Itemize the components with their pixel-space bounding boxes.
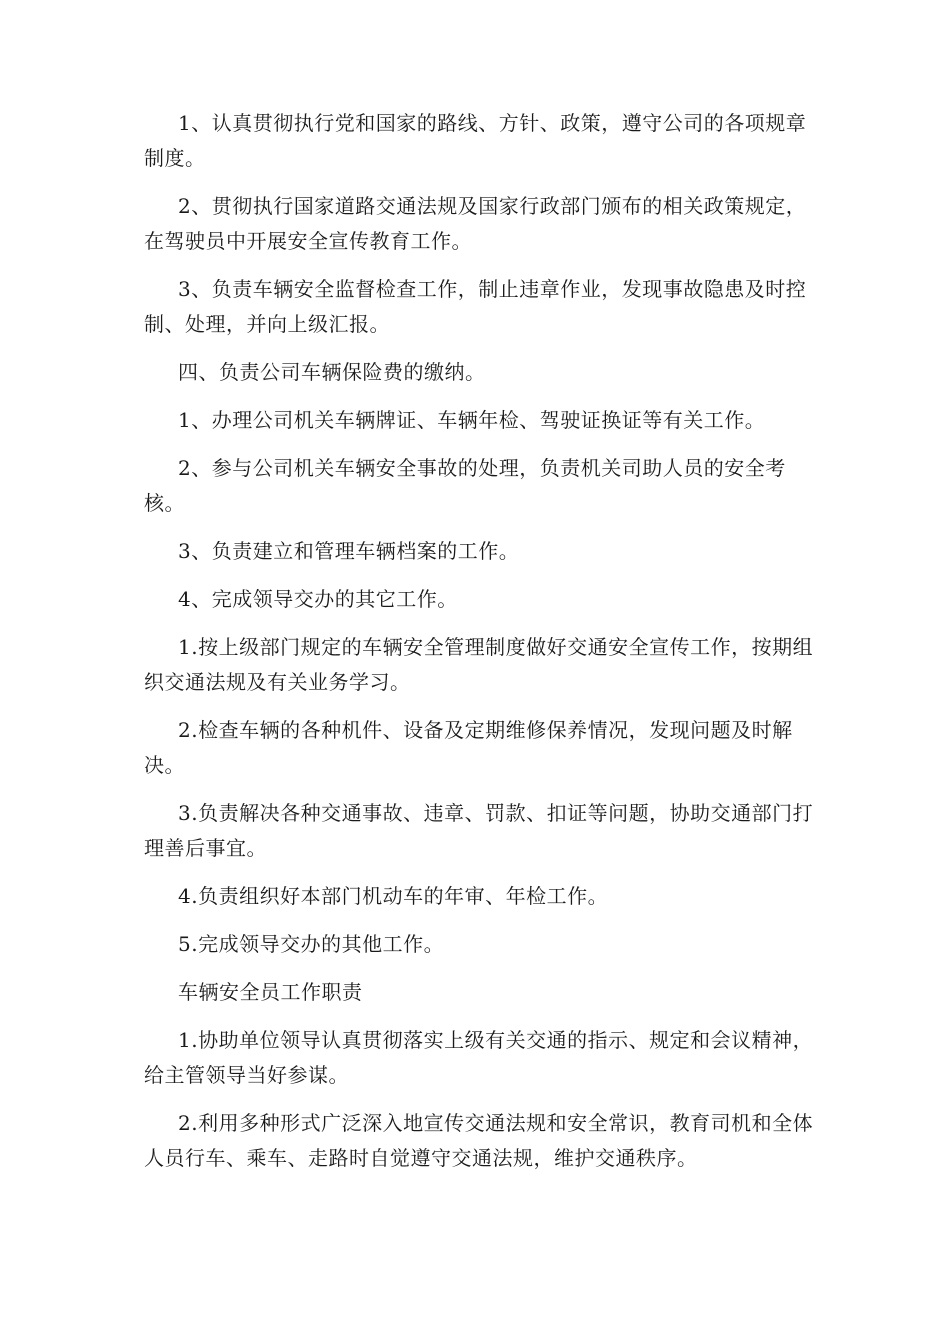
paragraph-12: 4.负责组织好本部门机动车的年审、年检工作。 [178, 884, 609, 908]
section-heading-4: 四、负责公司车辆保险费的缴纳。 [178, 360, 486, 384]
paragraph-6: 2、参与公司机关车辆安全事故的处理，负责机关司助人员的安全考核。 [144, 456, 786, 515]
paragraph-5: 1、办理公司机关车辆牌证、车辆年检、驾驶证换证等有关工作。 [178, 408, 766, 432]
paragraph-8: 4、完成领导交办的其它工作。 [178, 587, 458, 611]
paragraph-9: 1.按上级部门规定的车辆安全管理制度做好交通安全宣传工作，按期组织交通法规及有关业务学习。 [144, 635, 814, 694]
paragraph-16: 2.利用多种形式广泛深入地宣传交通法规和安全常识，教育司机和全体人员行车、乘车、走路时自觉遵守交通法规，维护交通秩序。 [144, 1111, 814, 1170]
paragraph-7: 3、负责建立和管理车辆档案的工作。 [178, 539, 520, 563]
paragraph-2: 2、贯彻执行国家道路交通法规及国家行政部门颁布的相关政策规定，在驾驶员中开展安全宣传教育工作。 [144, 194, 807, 253]
paragraph-11: 3.负责解决各种交通事故、违章、罚款、扣证等问题，协助交通部门打理善后事宜。 [144, 801, 814, 860]
paragraph-1: 1、认真贯彻执行党和国家的路线、方针、政策，遵守公司的各项规章制度。 [144, 111, 807, 170]
paragraph-13: 5.完成领导交办的其他工作。 [178, 932, 445, 956]
section-heading-safety-officer: 车辆安全员工作职责 [178, 980, 363, 1004]
document-body [144, 106, 824, 1189]
paragraph-3: 3、负责车辆安全监督检查工作，制止违章作业，发现事故隐患及时控制、处理，并向上级汇报。 [144, 277, 807, 336]
paragraph-15: 1.协助单位领导认真贯彻落实上级有关交通的指示、规定和会议精神，给主管领导当好参谋。 [144, 1028, 814, 1087]
paragraph-10: 2.检查车辆的各种机件、设备及定期维修保养情况，发现问题及时解决。 [144, 718, 793, 777]
